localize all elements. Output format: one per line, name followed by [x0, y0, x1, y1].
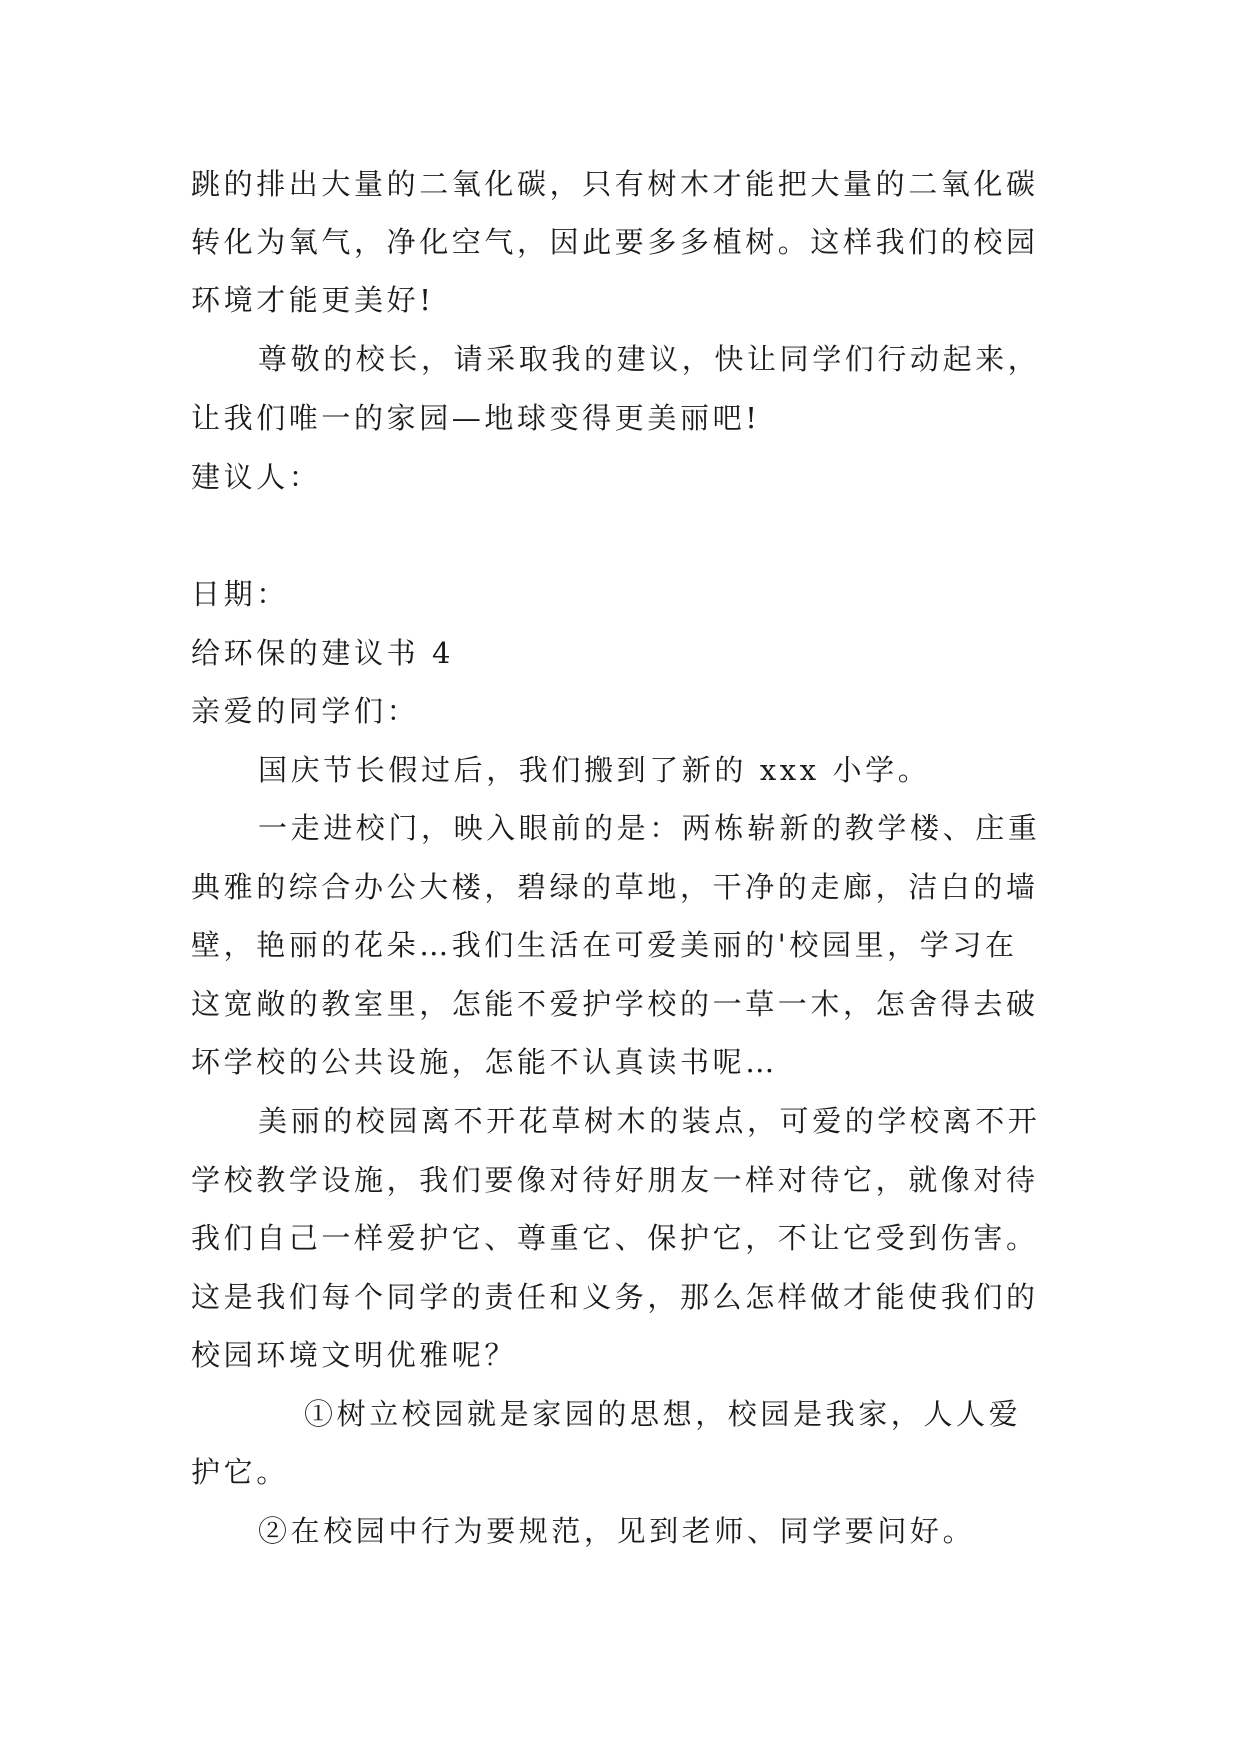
salutation: 亲爱的同学们：: [191, 694, 420, 728]
text-line: 让我们唯一的家园—地球变得更美丽吧!: [191, 401, 761, 435]
text-line: 美丽的校园离不开花草树木的装点，可爱的学校离不开: [258, 1104, 1041, 1138]
text-line: 我们自己一样爱护它、尊重它、保护它，不让它受到伤害。: [191, 1221, 1039, 1255]
text-line: 学校教学设施，我们要像对待好朋友一样对待它，就像对待: [191, 1163, 1039, 1197]
text-line: 这宽敞的教室里，怎能不爱护学校的一草一木，怎舍得去破: [191, 987, 1039, 1021]
text-line: 典雅的综合办公大楼，碧绿的草地，干净的走廊，洁白的墙: [191, 870, 1039, 904]
text-line: 转化为氧气，净化空气，因此要多多植树。这样我们的校园: [191, 225, 1039, 259]
section-title: 给环保的建议书 4: [191, 636, 455, 670]
text-line: 一走进校门，映入眼前的是：两栋崭新的教学楼、庄重: [258, 811, 1041, 845]
signer-label: 建议人：: [191, 460, 322, 494]
text-line: 这是我们每个同学的责任和义务，那么怎样做才能使我们的: [191, 1280, 1039, 1314]
text-line: 护它。: [191, 1455, 289, 1489]
text-line: 环境才能更美好!: [191, 283, 435, 317]
text-line: 壁，艳丽的花朵…我们生活在可爱美丽的'校园里，学习在: [191, 928, 1018, 962]
list-item: ②在校园中行为要规范，见到老师、同学要问好。: [258, 1514, 976, 1548]
text-line: 跳的排出大量的二氧化碳，只有树木才能把大量的二氧化碳: [191, 167, 1039, 201]
text-line: 校园环境文明优雅呢？: [191, 1338, 518, 1372]
list-item: ①树立校园就是家园的思想，校园是我家，人人爱: [304, 1397, 1022, 1431]
text-line: 尊敬的校长，请采取我的建议，快让同学们行动起来，: [258, 342, 1041, 376]
text-line: 国庆节长假过后，我们搬到了新的 xxx 小学。: [258, 753, 931, 787]
text-line: 坏学校的公共设施，怎能不认真读书呢…: [191, 1045, 778, 1079]
date-label: 日期：: [191, 577, 289, 611]
